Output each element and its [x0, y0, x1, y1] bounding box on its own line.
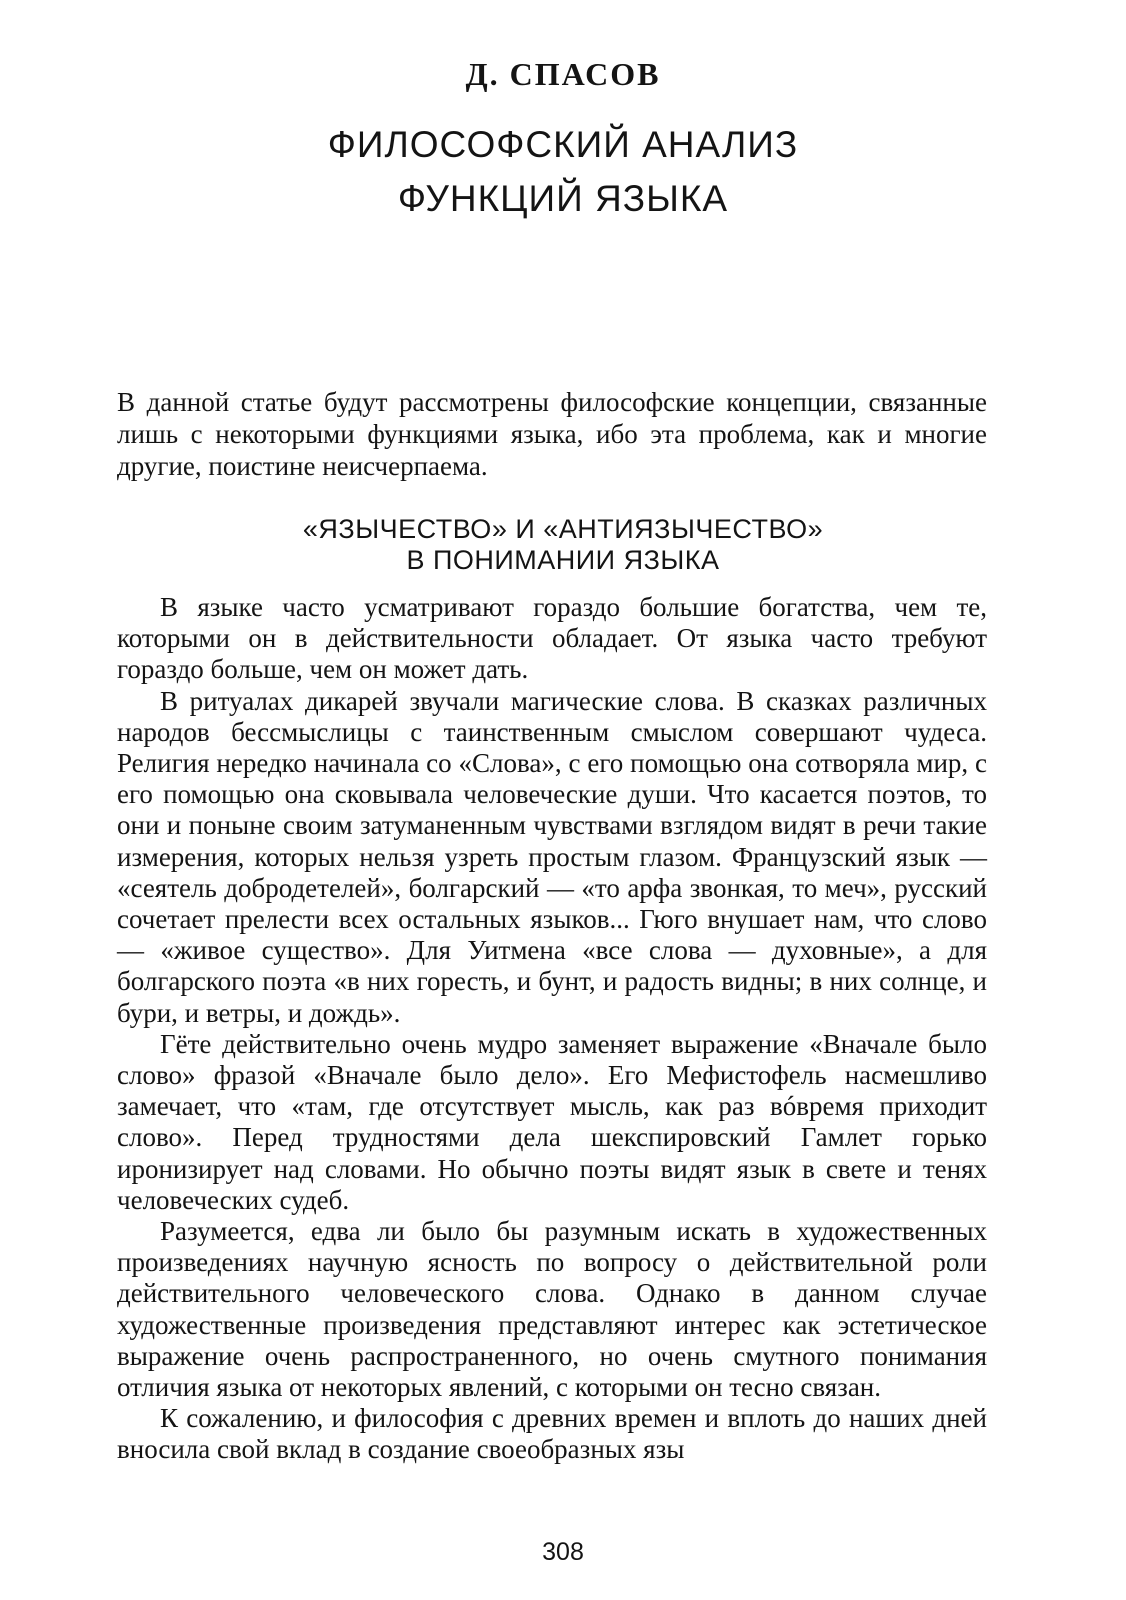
article-title-line-2: ФУНКЦИЙ ЯЗЫКА: [397, 178, 729, 219]
page-number: 308: [542, 1538, 584, 1566]
section-heading: [0, 514, 1126, 576]
body-paragraph: Гёте действительно очень мудро заменяет выражение «Вначале было слово» фразой «Вначале было дело». Его Мефистофель насмешливо замечает, что «там, где отсутствует мысль, как раз вóвремя приходит слово». Перед трудностями дела шекспировский Гамлет горько иронизирует над словами. Но обычно поэты видят язык в свете и тенях человеческих судеб.: [117, 1028, 987, 1215]
body-paragraph: В ритуалах дикарей звучали магические слова. В сказках различных народов бессмыслицы с таинственным смыслом совершают чудеса. Религия нередко начинала со «Слова», с его помощью она сотворяла мир, с его помощью она сковывала человеческие души. Что касается поэтов, то они и поныне своим затуманенным чувствами взглядом видят в речи такие измерения, которых нельзя узреть простым глазом. Французский язык — «сеятель добродетелей», болгарский — «то арфа звонкая, то меч», русский сочетает прелести всех остальных языков... Гюго внушает нам, что слово — «живое существо». Для Уитмена «все слова — духовные», а для болгарского поэта «в них горесть, и бунт, и радость видны; в них солнце, и бури, и ветры, и дождь».: [117, 685, 987, 1028]
body-paragraph: К сожалению, и философия с древних времен и вплоть до наших дней вносила свой вклад в создание своеобразных язы: [117, 1403, 987, 1465]
body-text: [117, 592, 987, 1466]
article-title-line-1: ФИЛОСОФСКИЙ АНАЛИЗ: [327, 124, 799, 165]
section-heading-line-1: «ЯЗЫЧЕСТВО» И «АНТИЯЗЫЧЕСТВО»: [302, 514, 824, 544]
article-author: Д. СПАСОВ: [465, 56, 661, 92]
section-heading-line-2: В ПОНИМАНИИ ЯЗЫКА: [406, 545, 720, 575]
body-paragraph: Разумеется, едва ли было бы разумным искать в художественных произведениях научную ясность по вопросу о действительной роли действительного человеческого слова. Однако в данном случае художественные произведения представляют интерес как эстетическое выражение очень распространенного, но очень смутного понимания отличия языка от некоторых явлений, с которыми он тесно связан.: [117, 1216, 987, 1403]
article-title: [0, 118, 1126, 226]
intro-paragraph: В данной статье будут рассмотрены философские концепции, связанные лишь с некоторыми функциями языка, ибо эта проблема, как и многие другие, поистине неисчерпаема.: [117, 387, 987, 481]
body-paragraph: В языке часто усматривают гораздо большие богатства, чем те, которыми он в действительности обладает. От языка часто требуют гораздо больше, чем он может дать.: [117, 592, 987, 685]
